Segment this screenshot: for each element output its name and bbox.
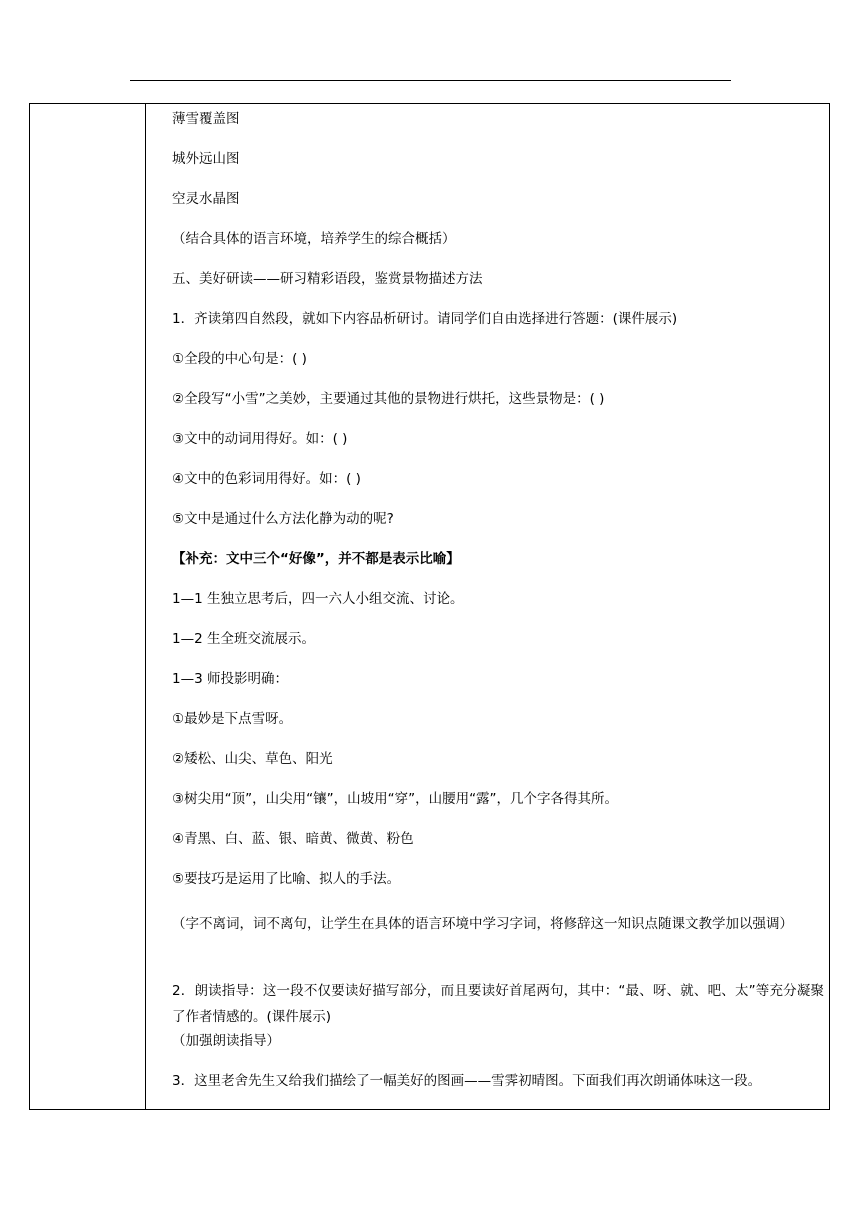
answer-item: ③树尖用“顶”，山尖用“镶”，山坡用“穿”，山腰用“露”，几个字各得其所。 (172, 791, 619, 807)
annotation-line: （加强朗读指导） (172, 1033, 280, 1049)
header-rule (130, 80, 731, 81)
answer-item: ②矮松、山尖、草色、阳光 (172, 751, 333, 767)
question-item: ⑤文中是通过什么方法化静为动的呢? (172, 511, 394, 527)
question-item: ①全段的中心句是：( ) (172, 351, 307, 367)
column-divider (145, 104, 146, 1109)
annotation-line: （结合具体的语言环境，培养学生的综合概括） (172, 231, 456, 247)
reading-guidance-paragraph: 2．朗读指导：这一段不仅要读好描写部分，而且要读好首尾两句，其中：“最、呀、就、吧、太”等充分凝聚了作者情感的。(课件展示) (172, 983, 824, 1025)
section-heading: 五、美好研读——研习精彩语段，鉴赏景物描述方法 (172, 271, 483, 287)
question-item: ②全段写“小雪”之美妙，主要通过其他的景物进行烘托，这些景物是：( ) (172, 391, 605, 407)
text-line: 空灵水晶图 (172, 191, 240, 207)
answer-item: ④青黑、白、蓝、银、暗黄、微黄、粉色 (172, 831, 414, 847)
step-line: 1—2 生全班交流展示。 (172, 631, 315, 647)
question-item: ④文中的色彩词用得好。如：( ) (172, 471, 361, 487)
supplement-note: 【补充：文中三个“好像”，并不都是表示比喻】 (172, 551, 460, 567)
text-line: 薄雪覆盖图 (172, 111, 240, 127)
step-line: 1—3 师投影明确： (172, 671, 288, 687)
step-line: 1—1 生独立思考后，四一六人小组交流、讨论。 (172, 591, 464, 607)
answer-item: ⑤要技巧是运用了比喻、拟人的手法。 (172, 871, 401, 887)
task-instruction: 3．这里老舍先生又给我们描绘了一幅美好的图画——雪霁初晴图。下面我们再次朗诵体味这一段。 (172, 1073, 762, 1089)
lesson-table (29, 103, 830, 1110)
text-line: 城外远山图 (172, 151, 240, 167)
answer-item: ①最妙是下点雪呀。 (172, 711, 293, 727)
annotation-paragraph: （字不离词，词不离句，让学生在具体的语言环境中学习字词，将修辞这一知识点随课文教学加以强调） (172, 916, 793, 932)
task-instruction: 1．齐读第四自然段，就如下内容品析研讨。请同学们自由选择进行答题：(课件展示) (172, 311, 678, 327)
question-item: ③文中的动词用得好。如：( ) (172, 431, 348, 447)
